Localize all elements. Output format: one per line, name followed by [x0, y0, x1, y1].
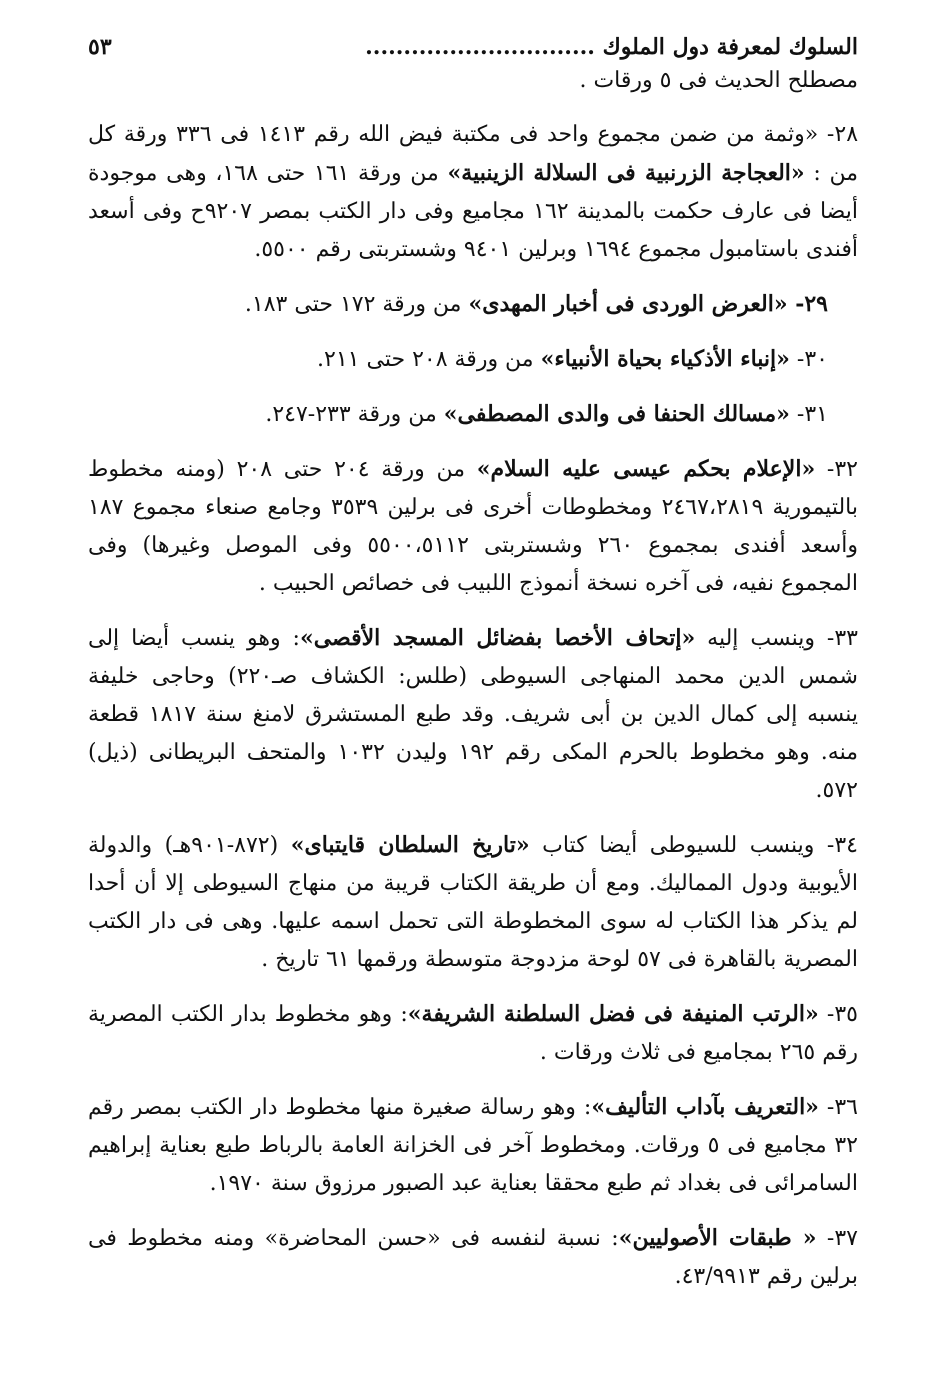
- paragraph-continuation: [88, 62, 858, 100]
- para-text: (٨٧٢-٩٠١هـ) والدولة الأيوبية ودول المماليك. ومع أن طريقة الكتاب قريبة من منهاج السيوطى إلا أن أحدا لم يذكر هذا الكتاب له سوى المخطوطة التى تحمل اسمه عليها. وهى فى دار الكتب المصرية بالقاهرة فى ٥٧ لوحة مزدوجة متوسطة ورقمها ٦١ تاريخ .: [88, 833, 858, 972]
- para-bold-title: «العجاجة الزرنبية فى السلالة الزينبية»: [447, 160, 805, 186]
- paragraph-35: [88, 995, 858, 1072]
- para-lead: ٣٣- وينسب إليه: [695, 626, 858, 651]
- para-text: من ورقة ٢٠٤ حتى ٢٠٨ (ومنه مخطوط بالتيمورية ٢٤٦٧،٢٨١٩ ومخطوطات أخرى فى برلين ٣٥٣٩ وجامع صنعاء مجموع ١٨٧ وأسعد أفندى بمجموع ٢٦٠ وشستربتى ٥٥٠٠،٥١١٢ وفى الموصل وغيرها) وفى المجموع نفيه، فى آخره نسخة أنموذج اللبيب فى خصائص الحبيب .: [88, 457, 859, 596]
- para-lead: ٣٢-: [815, 457, 858, 482]
- paragraph-28: [88, 116, 858, 269]
- para-text: : وهو رسالة صغيرة منها مخطوط دار الكتب بمصر رقم ٣٢ مجاميع فى ٥ ورقات. ومخطوط آخر فى الخزانة العامة بالرباط طبع بعناية إبراهيم السامرائى فى بغداد ثم طبع محققا بعناية عبد الصبور مرزوق سنة ١٩٧٠.: [88, 1095, 858, 1196]
- para-bold-title: «إنباء الأذكياء بحياة الأنبياء»: [540, 346, 790, 372]
- para-bold-title: «الإعلام بحكم عيسى عليه السلام»: [476, 456, 816, 482]
- paragraph-34: [88, 826, 858, 979]
- para-text: من ورقة ١٧٢ حتى ١٨٣.: [244, 292, 469, 317]
- para-text: من ورقة ١٦١ حتى ١٦٨، وهى موجودة أيضا فى عارف حكمت بالمدينة ١٦٢ مجاميع وفى دار الكتب بمصر ٩٢٠٧ح وفى أسعد أفندى باستامبول مجموع ١٦٩٤ وبرلين ٩٤٠١ وشستربتى رقم ٥٥٠٠.: [88, 161, 858, 262]
- document-page: [88, 28, 858, 1296]
- para-lead: ٣١-: [789, 402, 828, 427]
- para-lead: ٣٥-: [818, 1002, 858, 1027]
- para-text: : وهو ينسب أيضا إلى شمس الدين محمد المنهاجى السيوطى (طلس: الكشاف صـ٢٢٠) وحاجى خليفة ينسبه إلى كمال الدين بن أبى شريف. وقد طبع المستشرق لامنغ سنة ١٨١٧ قطعة منه. وهو مخطوط بالحرم المكى رقم ١٩٢ وليدن ١٠٣٢ والمتحف البريطانى (ذيل) ٥٧٢.: [88, 626, 858, 803]
- para-text: من ورقة ٢٠٨ حتى ٢١١.: [317, 347, 541, 372]
- para-text: مصطلح الحديث فى ٥ ورقات .: [579, 68, 858, 93]
- para-bold-title: «إتحاف الأخصا بفضائل المسجد الأقصى»: [299, 625, 696, 651]
- para-lead: ٣٦-: [818, 1095, 858, 1120]
- book-title: السلوك لمعرفة دول الملوك: [602, 34, 858, 60]
- para-lead: ٣٧-: [816, 1226, 858, 1251]
- para-bold-title: «تاريخ السلطان قايتباى»: [290, 832, 530, 858]
- running-header: [88, 28, 858, 62]
- paragraph-31: [88, 395, 858, 434]
- paragraph-37: [88, 1219, 858, 1296]
- para-lead: ٣٠-: [789, 347, 828, 372]
- running-title: [365, 32, 858, 62]
- para-text: : وهو مخطوط بدار الكتب المصرية رقم ٢٦٥ بمجاميع فى ثلاث ورقات .: [88, 1002, 858, 1065]
- para-lead: ٣٤- وينسب للسيوطى أيضا كتاب: [529, 833, 858, 858]
- paragraph-33: [88, 619, 858, 810]
- para-lead: ٢٨- «وثمة من ضمن مجموع واحد فى مكتبة فيض الله رقم ١٤١٣ فى ٣٣٦ ورقة كل من :: [88, 122, 859, 186]
- paragraph-30: [88, 340, 858, 379]
- paragraph-32: [88, 450, 858, 603]
- para-bold-title: «التعريف بآداب التأليف»: [591, 1094, 819, 1120]
- paragraph-36: [88, 1088, 858, 1203]
- leader-dots: ..............................: [365, 34, 595, 60]
- para-bold-title: ٢٩- «العرض الوردى فى أخبار المهدى»: [468, 291, 828, 317]
- para-bold-title: «مسالك الحنفا فى والدى المصطفى»: [443, 401, 790, 427]
- para-bold-title: «الرتب المنيفة فى فضل السلطنة الشريفة»: [407, 1001, 819, 1027]
- para-bold-title: « طبقات الأصوليين»: [618, 1225, 817, 1251]
- para-text: من ورقة ٢٣٣-٢٤٧.: [265, 402, 444, 427]
- paragraph-29: [88, 285, 858, 324]
- page-number: ٥٣: [88, 34, 112, 60]
- para-text: : نسبة لنفسه فى «حسن المحاضرة» ومنه مخطوط فى برلين رقم ٤٣/٩٩١٣.: [88, 1226, 858, 1289]
